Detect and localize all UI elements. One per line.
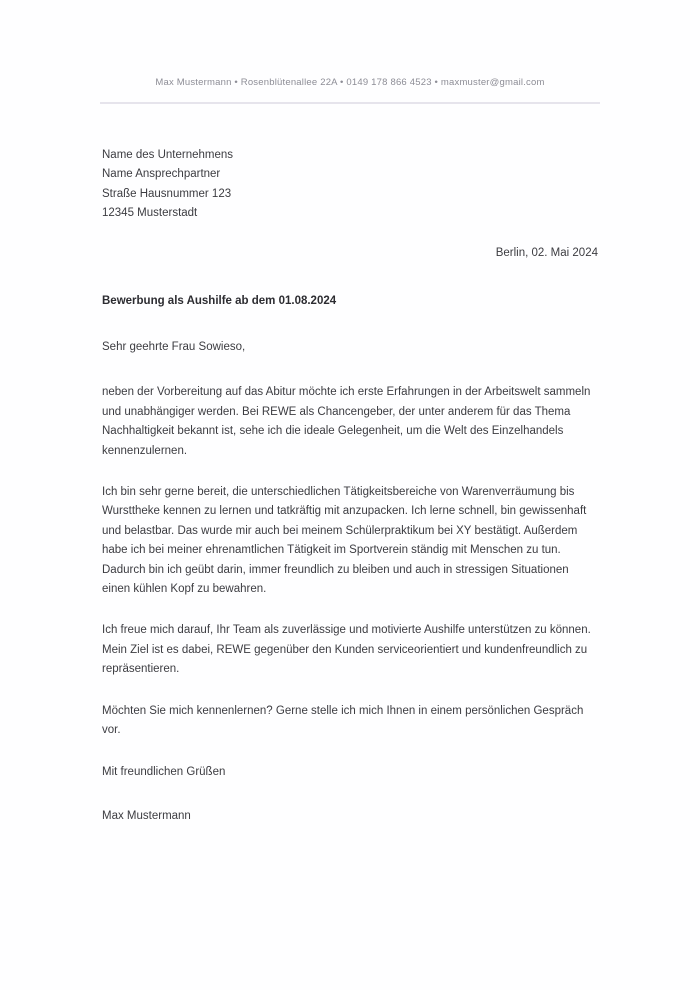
recipient-city: 12345 Musterstadt — [102, 207, 198, 220]
recipient-company-name: Name des Unternehmens — [102, 149, 234, 161]
letterhead-divider — [100, 102, 600, 104]
recipient-contact-person: Name Ansprechpartner — [102, 168, 221, 181]
body-paragraph-3: Ich freue mich darauf, Ihr Team als zuverlässige und motivierte Aushilfe unterstützen zu können. Mein Ziel ist es dabei, REWE gegenüber den Kunden serviceorientiert und kundenfreundlich zu repräsentieren. — [102, 624, 591, 676]
place-and-date: Berlin, 02. Mai 2024 — [495, 247, 598, 259]
signature-name: Max Mustermann — [102, 809, 191, 822]
subject-line: Bewerbung als Aushilfe ab dem 01.08.2024 — [102, 295, 337, 307]
body-paragraph-1: neben der Vorbereitung auf das Abitur möchte ich erste Erfahrungen in der Arbeitswelt sammeln und unabhängiger werden. Bei REWE als Chancengeber, der unter anderem für das Thema Nachhaltigkeit bekannt ist, sehe ich die ideale Gelegenheit, um die Welt des Einzelhandels kennenzulernen. — [102, 386, 591, 457]
letter-body — [102, 338, 598, 826]
body-paragraph-4: Möchten Sie mich kennenlernen? Gerne stelle ich mich Ihnen in einem persönlichen Gespräch vor. — [102, 704, 584, 737]
recipient-street: Straße Hausnummer 123 — [102, 187, 232, 200]
recipient-address-block — [102, 146, 462, 224]
body-paragraph-2: Ich bin sehr gerne bereit, die unterschiedlichen Tätigkeitsbereiche von Warenverräumung bis Wursttheke kennen zu lernen und tatkräftig mit anzupacken. Ich lerne schnell, bin gewissenhaft und belastbar. Das wurde mir auch bei meinem Schülerpraktikum bei XY bestätigt. Außerdem habe ich bei meiner ehrenamtlichen Tätigkeit im Sportverein ständig mit Menschen zu tun. Dadurch bin ich geübt darin, immer freundlich zu bleiben und auch in stressigen Situationen einen kühlen Kopf zu bewahren. — [102, 486, 587, 596]
salutation: Sehr geehrte Frau Sowieso, — [102, 341, 246, 353]
letterhead-contact-line: Max Mustermann • Rosenblütenallee 22A • 0149 178 866 4523 • maxmuster@gmail.com — [155, 77, 545, 88]
closing-phrase: Mit freundlichen Grüßen — [102, 765, 226, 778]
letterhead — [100, 76, 600, 104]
